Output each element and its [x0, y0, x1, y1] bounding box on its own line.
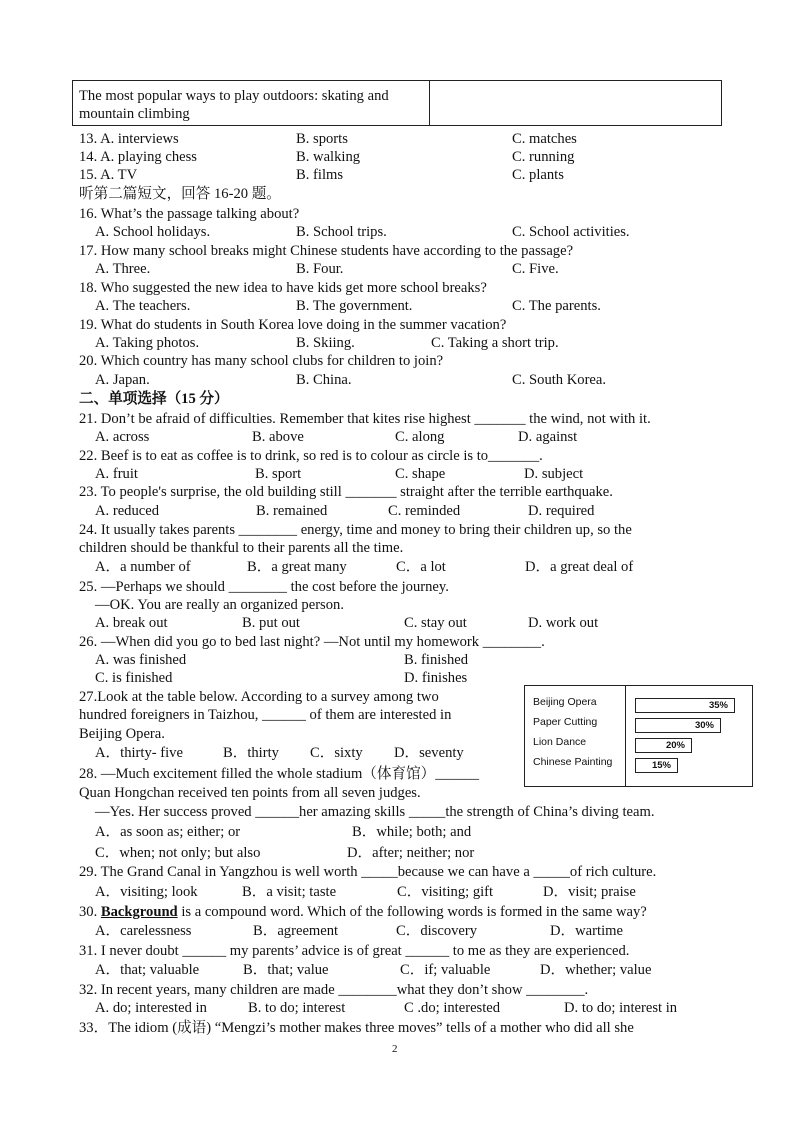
q14-option-b: B. walking — [296, 149, 361, 165]
q28-option-c: C．when; not only; but also — [95, 845, 261, 861]
q26-option-b: B. finished — [404, 652, 469, 668]
q30-stem-rest: is a compound word. Which of the following words is formed in the same way? — [177, 904, 647, 920]
q18-option-a: A. The teachers. — [95, 298, 191, 314]
q22-option-d: D. subject — [524, 466, 584, 482]
q25-option-d: D. work out — [528, 615, 599, 631]
q20-option-c: C. South Korea. — [512, 372, 607, 388]
q27-stem-line1: 27.Look at the table below. According to a survey among two — [79, 689, 439, 705]
chart-bar: 15% — [635, 758, 678, 773]
q30-option-d: D．wartime — [550, 923, 623, 939]
survey-bar-chart — [524, 685, 753, 787]
q30-option-b: B．agreement — [253, 923, 339, 939]
q20-option-a: A. Japan. — [95, 372, 150, 388]
q27-stem-line2: hundred foreigners in Taizhou, ______ of them are interested in — [79, 707, 452, 723]
q32-option-d: D. to do; interest in — [564, 1000, 678, 1016]
q19-option-c: C. Taking a short trip. — [431, 335, 559, 351]
q19-option-a: A. Taking photos. — [95, 335, 200, 351]
q26-option-c: C. is finished — [95, 670, 173, 686]
q29-option-a: A．visiting; look — [95, 884, 198, 900]
q28-option-b: B．while; both; and — [352, 824, 472, 840]
q17-option-a: A. Three. — [95, 261, 151, 277]
q23-option-b: B. remained — [256, 503, 328, 519]
q32-stem: 32. In recent years, many children are made ________what they don’t show ________. — [79, 982, 589, 998]
q31-option-c: C．if; valuable — [400, 962, 491, 978]
q28-option-a: A．as soon as; either; or — [95, 824, 241, 840]
q14-option-c: C. running — [512, 149, 575, 165]
table-divider — [429, 81, 430, 125]
q18-option-b: B. The government. — [296, 298, 413, 314]
q20-option-b: B. China. — [296, 372, 352, 388]
q28-option-d: D．after; neither; nor — [347, 845, 475, 861]
q32-option-c: C .do; interested — [404, 1000, 501, 1016]
q29-option-d: D．visit; praise — [543, 884, 636, 900]
q26-option-a: A. was finished — [95, 652, 187, 668]
q33-stem: 33．The idiom (成语) “Mengzi’s mother makes three moves” tells of a mother who did all she — [79, 1020, 634, 1036]
chart-bar: 35% — [635, 698, 735, 713]
q30-keyword: Background — [100, 904, 178, 920]
q25-stem-line2: —OK. You are really an organized person. — [95, 597, 344, 613]
q29-option-c: C．visiting; gift — [397, 884, 494, 900]
q25-option-a: A. break out — [95, 615, 168, 631]
q23-option-c: C. reminded — [388, 503, 461, 519]
q25-option-b: B. put out — [242, 615, 300, 631]
q22-option-b: B. sport — [255, 466, 302, 482]
q22-option-c: C. shape — [395, 466, 446, 482]
q21-stem: 21. Don’t be afraid of difficulties. Remember that kites rise highest _______ the wind, not with it. — [79, 411, 651, 427]
q13-option-c: C. matches — [512, 131, 577, 147]
q13-option-b: B. sports — [296, 131, 348, 147]
chart-category-label: Lion Dance — [533, 736, 587, 748]
q21-option-a: A. across — [95, 429, 150, 445]
q29-stem: 29. The Grand Canal in Yangzhou is well worth _____because we can have a _____of rich culture. — [79, 864, 657, 880]
q24-option-b: B．a great many — [247, 559, 347, 575]
q14-option-a: 14. A. playing chess — [79, 149, 197, 165]
section-2-title: 二、单项选择（15 分） — [79, 391, 229, 407]
chart-category-label: Paper Cutting — [533, 716, 598, 728]
chart-category-label: Beijing Opera — [533, 696, 597, 708]
q17-option-b: B. Four. — [296, 261, 344, 277]
q21-option-b: B. above — [252, 429, 304, 445]
q25-option-c: C. stay out — [404, 615, 467, 631]
q24-option-a: A．a number of — [95, 559, 191, 575]
q31-option-b: B．that; value — [243, 962, 329, 978]
q30-option-c: C．discovery — [396, 923, 478, 939]
q27-option-b: B．thirty — [223, 745, 279, 761]
q23-option-a: A. reduced — [95, 503, 160, 519]
q28-stem-line3: —Yes. Her success proved ______her amazing skills _____the strength of China’s diving team. — [95, 804, 655, 820]
q17-option-c: C. Five. — [512, 261, 559, 277]
q24-stem-line2: children should be thankful to their parents all the time. — [79, 540, 404, 556]
q27-option-c: C．sixty — [310, 745, 363, 761]
q15-option-b: B. films — [296, 167, 344, 183]
chart-bar: 20% — [635, 738, 692, 753]
chart-category-label: Chinese Painting — [533, 756, 613, 768]
q25-stem-line1: 25. —Perhaps we should ________ the cost before the journey. — [79, 579, 449, 595]
q27-stem-line3: Beijing Opera. — [79, 726, 165, 742]
q27-option-a: A．thirty- five — [95, 745, 183, 761]
q16-option-c: C. School activities. — [512, 224, 630, 240]
q24-stem-line1: 24. It usually takes parents ________ energy, time and money to bring their children up, so the — [79, 522, 632, 538]
q16-option-a: A. School holidays. — [95, 224, 211, 240]
q30-stem — [79, 903, 647, 921]
q31-option-d: D．whether; value — [540, 962, 652, 978]
q32-option-b: B. to do; interest — [248, 1000, 346, 1016]
q31-option-a: A．that; valuable — [95, 962, 200, 978]
q18-option-c: C. The parents. — [512, 298, 601, 314]
chart-axis-line — [625, 686, 626, 786]
q24-option-c: C．a lot — [396, 559, 446, 575]
q27-option-d: D．seventy — [394, 745, 464, 761]
listening-section-heading: 听第二篇短文，回答 16-20 题。 — [79, 186, 281, 202]
q30-option-a: A．carelessness — [95, 923, 192, 939]
q26-stem: 26. —When did you go to bed last night? —Not until my homework ________. — [79, 634, 545, 650]
page-number: 2 — [392, 1043, 398, 1055]
q21-option-c: C. along — [395, 429, 445, 445]
q23-option-d: D. required — [528, 503, 595, 519]
q24-option-d: D．a great deal of — [525, 559, 634, 575]
table-cell-left: The most popular ways to play outdoors: skating and mountain climbing — [79, 88, 389, 122]
q29-option-b: B．a visit; taste — [242, 884, 337, 900]
q28-stem-line2: Quan Hongchan received ten points from all seven judges. — [79, 785, 421, 801]
q22-stem: 22. Beef is to eat as coffee is to drink, so red is to colour as circle is to_______. — [79, 448, 543, 464]
q21-option-d: D. against — [518, 429, 578, 445]
q19-stem: 19. What do students in South Korea love doing in the summer vacation? — [79, 317, 507, 333]
q18-stem: 18. Who suggested the new idea to have kids get more school breaks? — [79, 280, 487, 296]
q15-option-a: 15. A. TV — [79, 167, 138, 183]
q30-number: 30. — [79, 904, 101, 920]
q16-option-b: B. School trips. — [296, 224, 387, 240]
q13-option-a: 13. A. interviews — [79, 131, 179, 147]
q31-stem: 31. I never doubt ______ my parents’ advice is of great ______ to me as they are experienced. — [79, 943, 630, 959]
q16-stem: 16. What’s the passage talking about? — [79, 206, 300, 222]
chart-bar: 30% — [635, 718, 721, 733]
q19-option-b: B. Skiing. — [296, 335, 355, 351]
q15-option-c: C. plants — [512, 167, 564, 183]
q17-stem: 17. How many school breaks might Chinese students have according to the passage? — [79, 243, 574, 259]
q23-stem: 23. To people's surprise, the old building still _______ straight after the terrible earthquake. — [79, 484, 613, 500]
q22-option-a: A. fruit — [95, 466, 138, 482]
q20-stem: 20. Which country has many school clubs for children to join? — [79, 353, 444, 369]
q26-option-d: D. finishes — [404, 670, 468, 686]
answer-table — [72, 80, 722, 126]
q32-option-a: A. do; interested in — [95, 1000, 207, 1016]
q28-stem-line1: 28. —Much excitement filled the whole stadium（体育馆）______ — [79, 766, 480, 782]
